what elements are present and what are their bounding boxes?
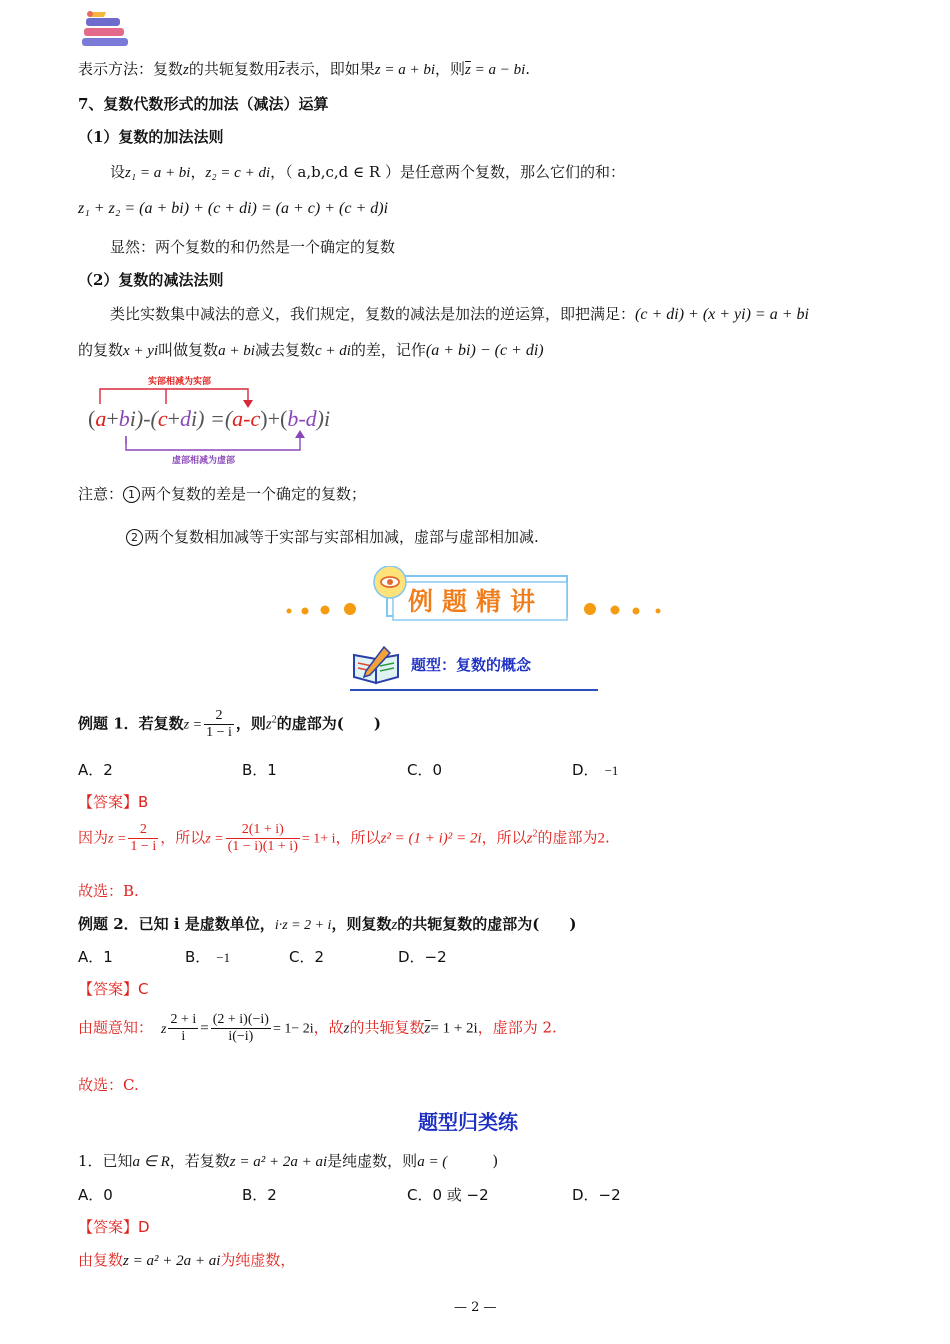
book-icon — [350, 645, 404, 685]
section-7-title: 7、复数代数形式的加法（减法）运算 — [78, 95, 329, 113]
example-1-conclusion: 故选：B. — [78, 882, 139, 900]
practice-1-option-d[interactable]: D．−2 — [572, 1186, 621, 1204]
example-2-conclusion: 故选：C. — [78, 1076, 139, 1094]
example-2-question: 例题 2．已知 i 是虚数单位，i·z = 2 + i，则复数z的共轭复数的虚部为( ) — [78, 915, 577, 933]
banner-title: 例题精讲 — [408, 587, 545, 616]
practice-1-option-c[interactable]: C．0 或 −2 — [407, 1186, 489, 1204]
example-1-option-a[interactable]: A．2 — [78, 761, 113, 779]
real-part-label: 实部相减为实部 — [148, 377, 212, 387]
note-1: 注意： 1 两个复数的差是一个确定的复数； — [78, 485, 367, 503]
subtraction-rule-title: （2）复数的减法法则 — [78, 271, 224, 289]
type-heading-rule — [350, 689, 598, 691]
header-logo — [78, 8, 134, 50]
addition-intro: 设z₁ = a + bi，z₂ = c + di，（ a,b,c,d ∈ R ）是任意两个复数，那么它们的和： — [110, 163, 625, 181]
example-1-option-b[interactable]: B．1 — [242, 761, 277, 779]
practice-title: 题型归类练 — [418, 1110, 518, 1134]
page-number: — 2 — — [454, 1300, 497, 1315]
subtraction-diagram — [82, 372, 382, 470]
example-2-option-d[interactable]: D．−2 — [398, 948, 447, 966]
diagram-formula: (a+bi)-(c+di) =(a-c)+(b-d)i — [88, 406, 331, 431]
example-1-option-d[interactable]: D． −1 — [572, 761, 619, 779]
example-2-option-a[interactable]: A．1 — [78, 948, 113, 966]
type-heading: 题型：复数的概念 — [411, 656, 532, 674]
example-2-solution: 由题意知： z $\frac{2 + i}{i}$ = $\frac{(2 + i)(-i)}{i(-i)}$ = 1− 2i，故z的共轭复数$\overline{z}= 1 + 2i$，虚部为 2. — [78, 1012, 557, 1045]
addition-note: 显然：两个复数的和仍然是一个确定的复数 — [110, 238, 396, 256]
conjugate-notation-line: 表示方法：复数z的共轭复数用$\overline{z}$表示，即如果z = a + bi，则$\overline{z} = a$ − bi. — [78, 60, 531, 78]
example-2-option-b[interactable]: B． −1 — [185, 948, 231, 966]
example-1-question: 例题 1．若复数z = $\frac{2}{1 - i}$ ，则$z^2$的虚部为( ) — [78, 708, 381, 741]
practice-1-answer: 【答案】D — [78, 1218, 150, 1236]
example-1-answer: 【答案】B — [78, 793, 149, 811]
practice-1-solution: 由复数z = a² + 2a + ai为纯虚数， — [78, 1251, 296, 1269]
example-1-option-c[interactable]: C．0 — [407, 761, 443, 779]
practice-1-option-b[interactable]: B．2 — [242, 1186, 277, 1204]
example-1-solution: 因为z = $\frac{2}{1 - i}$ ，所以z = $\frac{2(1 + i)}{(1 - i)(1 + i)}$ = 1+ i，所以z² = (1 + i)² = 2i，所以$z^2$的虚部为2. — [78, 822, 610, 855]
example-2-option-c[interactable]: C．2 — [289, 948, 325, 966]
subtraction-line-1: 类比实数集中减法的意义，我们规定，复数的减法是加法的逆运算，即把满足：(c + di) + (x + yi) = a + bi — [110, 305, 809, 323]
addition-formula: z₁ + z₂ = (a + bi) + (c + di) = (a + c) + (c + d)i — [78, 200, 389, 217]
example-2-answer: 【答案】C — [78, 980, 149, 998]
imag-part-label: 虚部相减为虚部 — [172, 456, 236, 466]
practice-1-question: 1．已知a ∈ R，若复数z = a² + 2a + ai是纯虚数，则a = ( ) — [78, 1152, 499, 1170]
subtraction-line-2: 的复数x + yi叫做复数a + bi减去复数c + di的差，记作(a + bi) − (c + di) — [78, 341, 544, 359]
practice-1-option-a[interactable]: A．0 — [78, 1186, 113, 1204]
addition-rule-title: （1）复数的加法法则 — [78, 128, 224, 146]
examples-banner — [280, 566, 670, 626]
note-2: 2 两个复数相加减等于实部与实部相加减，虚部与虚部相加减. — [126, 526, 539, 547]
